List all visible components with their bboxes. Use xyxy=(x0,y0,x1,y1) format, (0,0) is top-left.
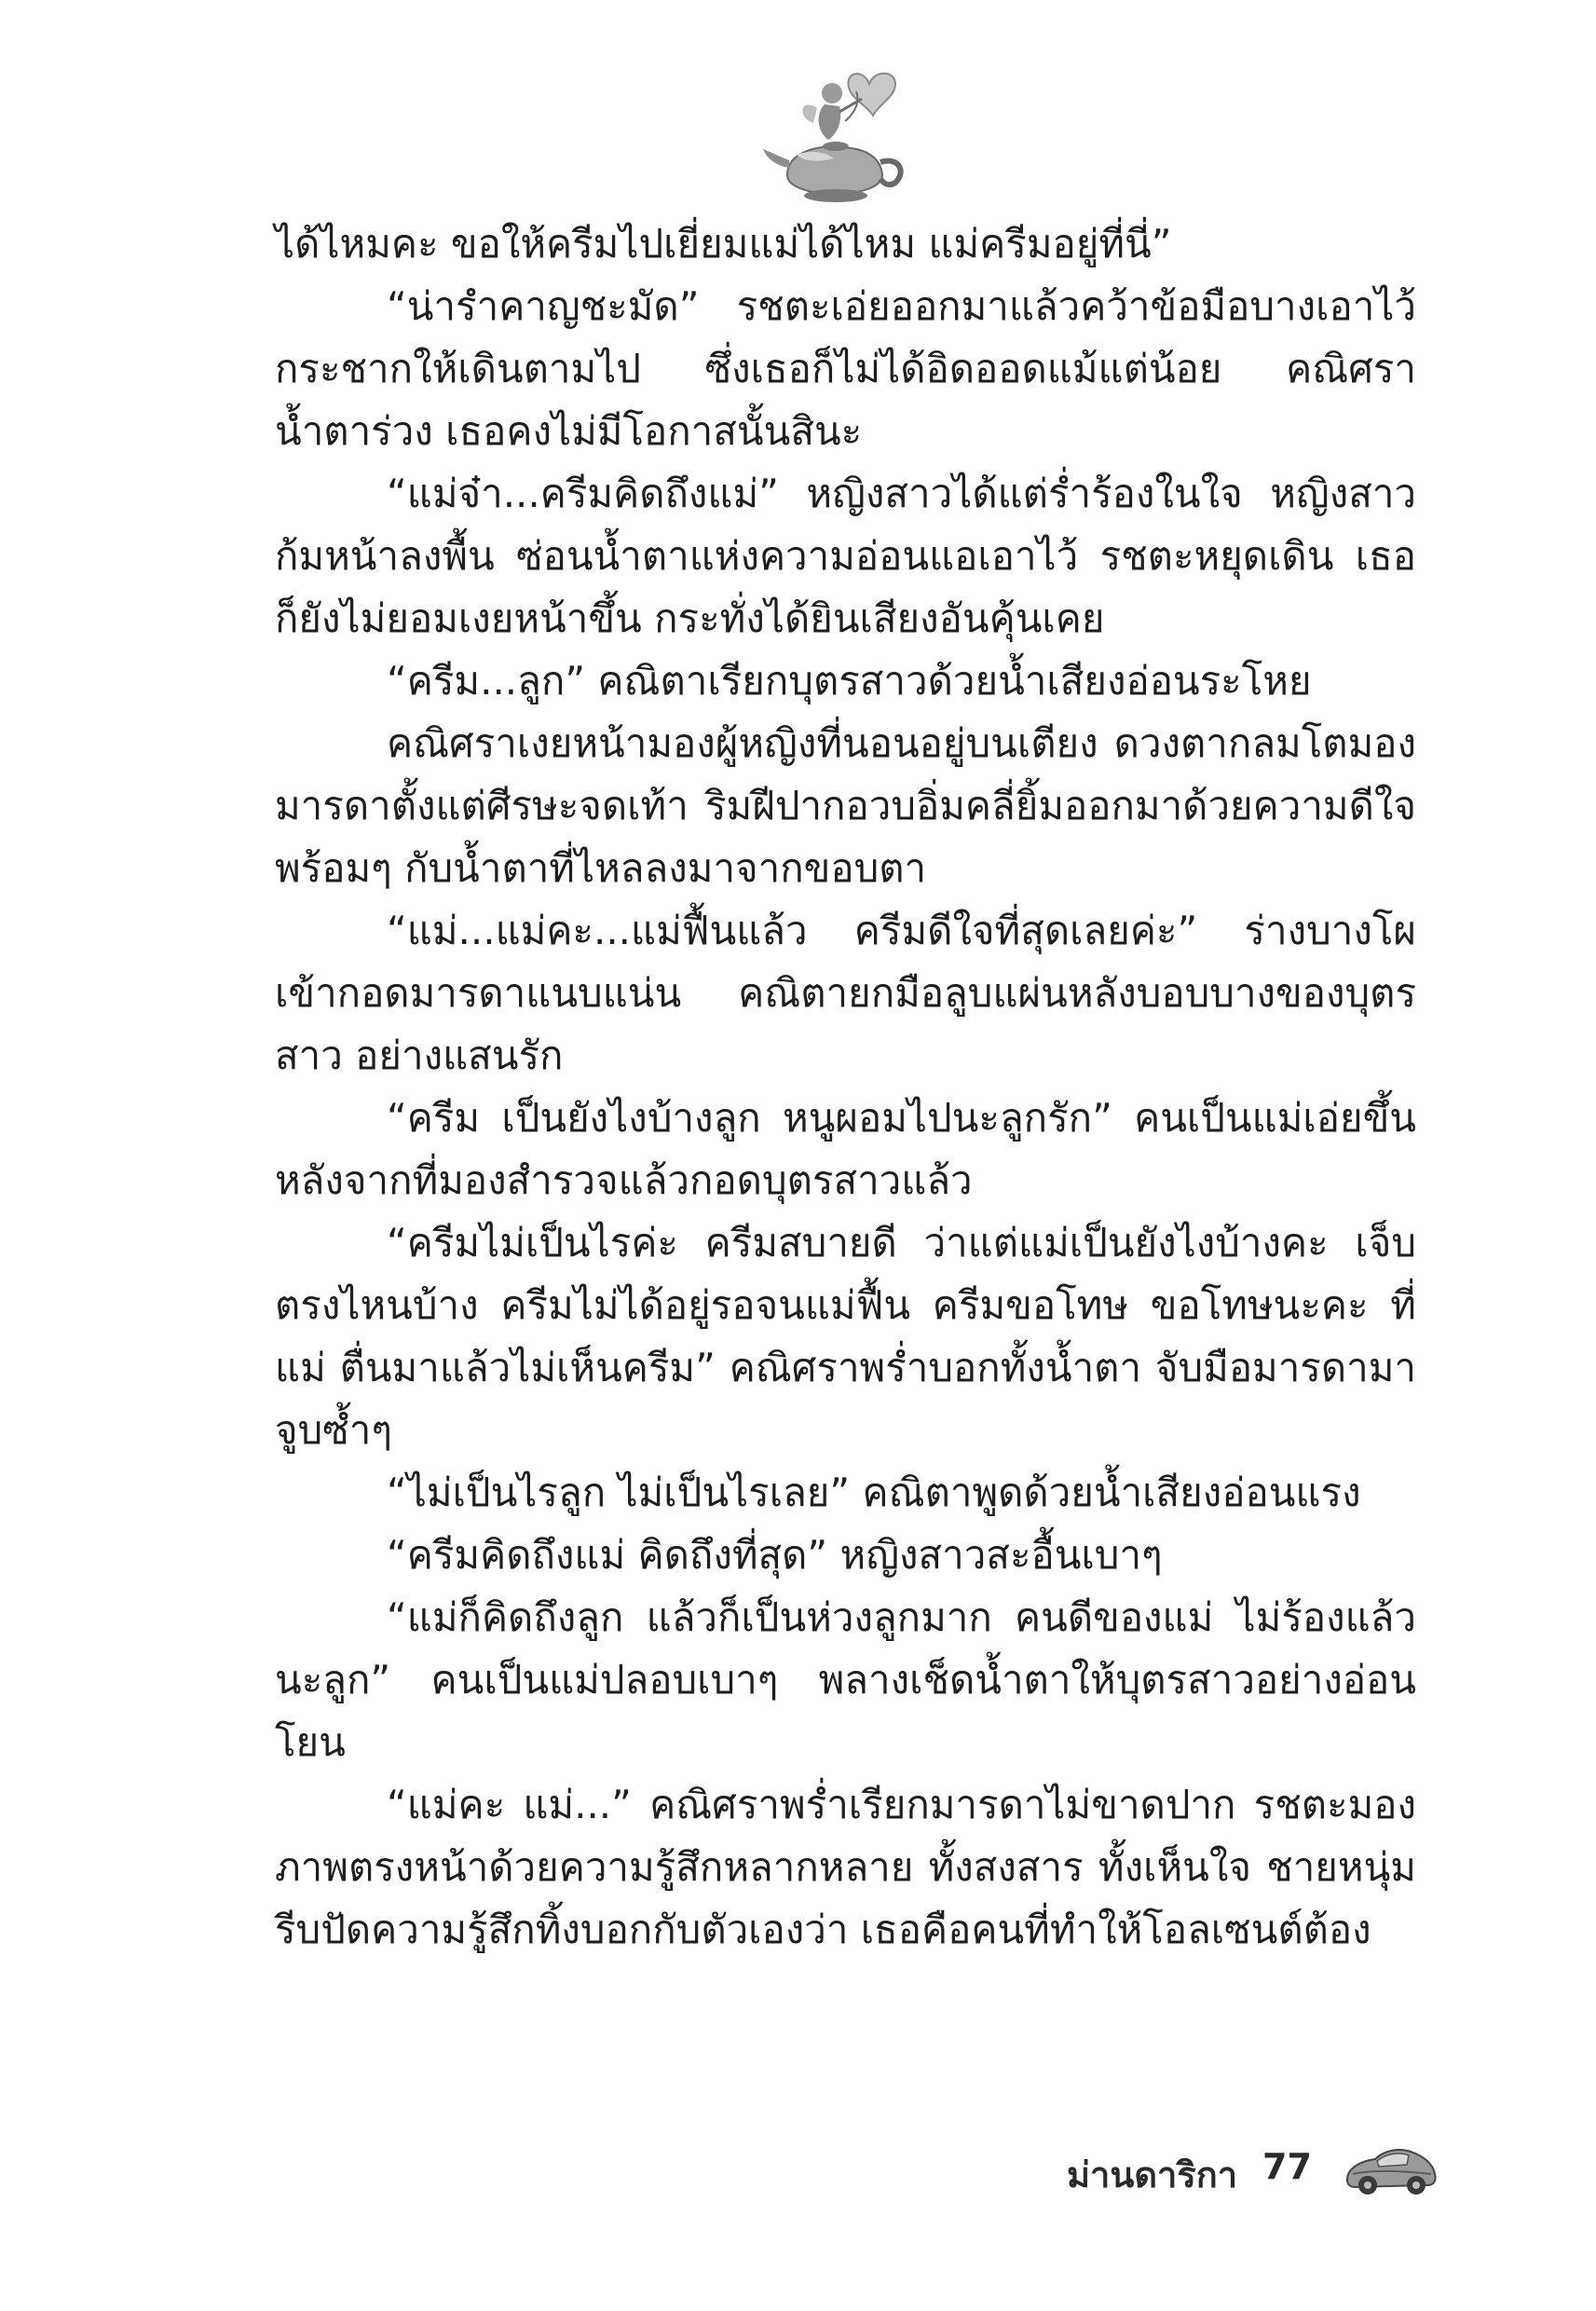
book-title: ม่านดาริกา xyxy=(1067,2154,1238,2195)
paragraph: “ครีมคิดถึงแม่ คิดถึงที่สุด” หญิงสาวสะอื้นเบาๆ xyxy=(387,1532,1163,1578)
paragraph: “ครีม...ลูก” คณิตาเรียกบุตรสาวด้วยน้ำเสียงอ่อนระโหย xyxy=(387,658,1312,704)
paragraph: “ครีม เป็นยังไงบ้างลูก หนูผอมไปนะลูกรัก” คนเป็นแม่เอ่ยขึ้น หลังจากที่มองสำรวจแล้วกอดบุตรสาวแล้ว xyxy=(275,1095,1416,1203)
paragraph: ได้ไหมคะ ขอให้ครีมไปเยี่ยมแม่ได้ไหม แม่ครีมอยู่ที่นี่” xyxy=(275,221,1172,267)
paragraph: “แม่ก็คิดถึงลูก แล้วก็เป็นห่วงลูกมาก คนดีของแม่ ไม่ร้องแล้ว นะลูก” คนเป็นแม่ปลอบเบาๆ พลางเช็ดน้ำตาให้บุตรสาวอย่างอ่อนโยน xyxy=(275,1594,1416,1765)
body-text xyxy=(275,212,1416,1961)
paragraph: “น่ารำคาญชะมัด” รชตะเอ่ยออกมาแล้วคว้าข้อมือบางเอาไว้ กระชากให้เดินตามไป ซึ่งเธอก็ไม่ได้อิดออดแม้แต่น้อย คณิศรา น้ำตาร่วง เธอคงไม่มีโอกาสนั้นสินะ xyxy=(275,283,1416,454)
page-number: 77 xyxy=(1262,2146,1312,2187)
paragraph: คณิศราเงยหน้ามองผู้หญิงที่นอนอยู่บนเตียง ดวงตากลมโตมอง มารดาตั้งแต่ศีรษะจดเท้า ริมฝีปากอวบอิ่มคลี่ยิ้มออกมาด้วยความดีใจ พร้อมๆ กับน้ำตาที่ไหลลงมาจากขอบตา xyxy=(275,720,1416,891)
page-footer xyxy=(1067,2129,1439,2213)
paragraph: “แม่คะ แม่...” คณิศราพร่ำเรียกมารดาไม่ขาดปาก รชตะมอง ภาพตรงหน้าด้วยความรู้สึกหลากหลาย ทั้งสงสาร ทั้งเห็นใจ ชายหนุ่ม รีบปัดความรู้สึกทิ้งบอกกับตัวเองว่า เธอคือคนที่ทำให้โอลเซนต์ต้อง xyxy=(275,1782,1416,1952)
paragraph: “แม่...แม่คะ...แม่ฟื้นแล้ว ครีมดีใจที่สุดเลยค่ะ” ร่างบางโผ เข้ากอดมารดาแนบแน่น คณิตายกมือลูบแผ่นหลังบอบบางของบุตรสาว อย่างแสนรัก xyxy=(275,908,1416,1078)
paragraph: “ไม่เป็นไรลูก ไม่เป็นไรเลย” คณิตาพูดด้วยน้ำเสียงอ่อนแรง xyxy=(387,1470,1361,1515)
sports-car-icon xyxy=(1342,2137,1439,2202)
teapot-cupid-ornament-icon xyxy=(759,56,913,214)
paragraph: “แม่จ๋า...ครีมคิดถึงแม่” หญิงสาวได้แต่ร่ำร้องในใจ หญิงสาว ก้มหน้าลงพื้น ซ่อนน้ำตาแห่งความอ่อนแอเอาไว้ รชตะหยุดเดิน เธอ ก็ยังไม่ยอมเงยหน้าขึ้น กระทั่งได้ยินเสียงอันคุ้นเคย xyxy=(275,471,1416,641)
paragraph: “ครีมไม่เป็นไรค่ะ ครีมสบายดี ว่าแต่แม่เป็นยังไงบ้างคะ เจ็บ ตรงไหนบ้าง ครีมไม่ได้อยู่รอจนแม่ฟื้น ครีมขอโทษ ขอโทษนะคะ ที่แม่ ตื่นมาแล้วไม่เห็นครีม” คณิศราพร่ำบอกทั้งน้ำตา จับมือมารดามาจูบซ้ำๆ xyxy=(275,1220,1416,1453)
